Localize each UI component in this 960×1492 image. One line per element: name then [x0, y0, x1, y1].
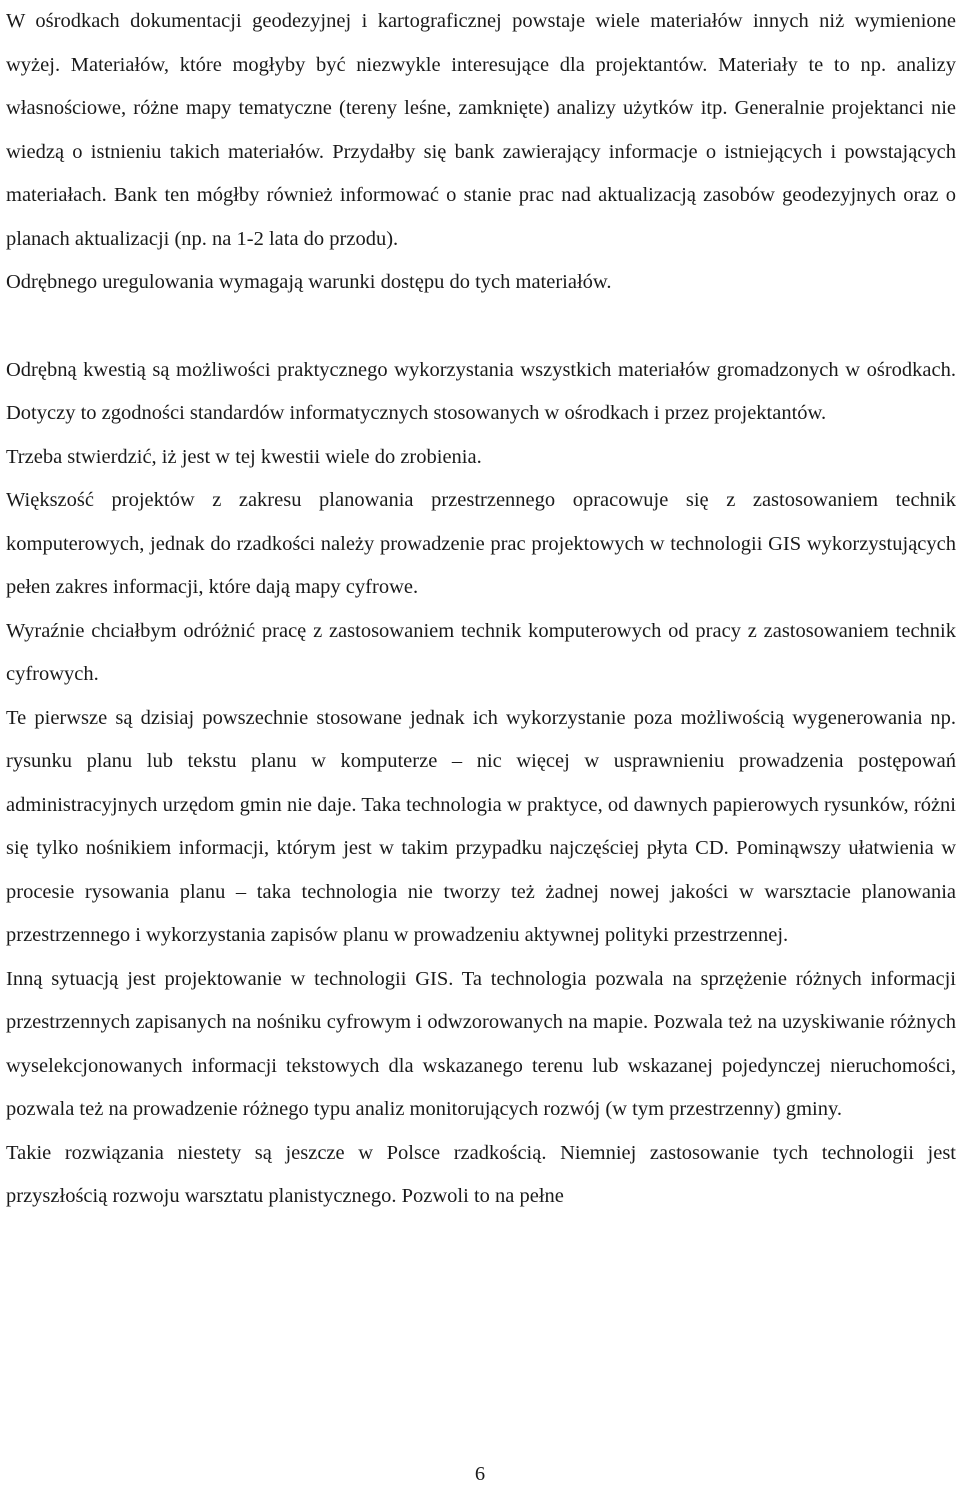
paragraph-gis-design: Inną sytuacją jest projektowanie w technologii GIS. Ta technologia pozwala na sprzężenie różnych informacji przestrzennych zapisanych na nośniku cyfrowym i odwzorowanych na mapie. Pozwala też na uzyskiwanie różnych wyselekcjonowanych informacji tekstowych dla wskazanego terenu lub wskazanej pojedynczej nieruchomości, pozwala też na prowadzenie różnego typu analiz monitorujących rozwój (w tym przestrzenny) gminy.: [6, 967, 956, 1120]
paragraph-access-conditions: Odrębnego uregulowania wymagają warunki dostępu do tych materiałów.: [6, 271, 612, 293]
paragraph-distinction: Wyraźnie chciałbym odróżnić pracę z zastosowaniem technik komputerowych od pracy z zastosowaniem technik cyfrowych.: [6, 619, 956, 685]
document-body: [6, 0, 956, 1219]
paragraph-much-to-do: Trzeba stwierdzić, iż jest w tej kwestii wiele do zrobienia.: [6, 445, 482, 468]
page-number: 6: [474, 1463, 486, 1485]
paragraph-standards: Odrębną kwestią są możliwości praktycznego wykorzystania wszystkich materiałów gromadzonych w ośrodkach. Dotyczy to zgodności standardów informatycznych stosowanych w ośrodkach i przez projektantów.: [6, 358, 956, 424]
paragraph-rarity-in-poland: Takie rozwiązania niestety są jeszcze w Polsce rzadkością. Niemniej zastosowanie tych technologii jest przyszłością rozwoju warsztatu planistycznego. Pozwoli to na pełne: [6, 1141, 956, 1207]
paragraph-computer-techniques: Większość projektów z zakresu planowania przestrzennego opracowuje się z zastosowaniem technik komputerowych, jednak do rzadkości należy prowadzenie prac projektowych w technologii GIS wykorzystujących pełen zakres informacji, które dają mapy cyfrowe.: [6, 489, 956, 598]
paragraph-first-type: Te pierwsze są dzisiaj powszechnie stosowane jednak ich wykorzystanie poza możliwością wygenerowania np. rysunku planu lub tekstu planu w komputerze – nic więcej w usprawnieniu prowadzenia postępowań administracyjnych urzędom gmin nie daje. Taka technologia w praktyce, od dawnych papierowych rysunków, różni się tylko nośnikiem informacji, którym jest w takim przypadku najczęściej płyta CD. Pominąwszy ułatwienia w procesie rysowania planu – taka technologia nie tworzy też żadnej nowej jakości w warsztacie planowania przestrzennego i wykorzystania zapisów planu w prowadzeniu aktywnej polityki przestrzennej.: [6, 706, 956, 946]
paragraph-materials-in-centers: W ośrodkach dokumentacji geodezyjnej i kartograficznej powstaje wiele materiałów innych niż wymienione wyżej. Materiałów, które mogłyby być niezwykle interesujące dla projektantów. Materiały te to np. analizy własnościowe, różne mapy tematyczne (tereny leśne, zamknięte) analizy użytków itp. Generalnie projektanci nie wiedzą o istnieniu takich materiałów. Przydałby się bank zawierający informacje o istniejących i powstających materiałach. Bank ten mógłby również informować o stanie prac nad aktualizacją zasobów geodezyjnych oraz o planach aktualizacji (np. na 1-2 lata do przodu).: [6, 10, 956, 250]
paragraph-spacer: [6, 305, 956, 349]
